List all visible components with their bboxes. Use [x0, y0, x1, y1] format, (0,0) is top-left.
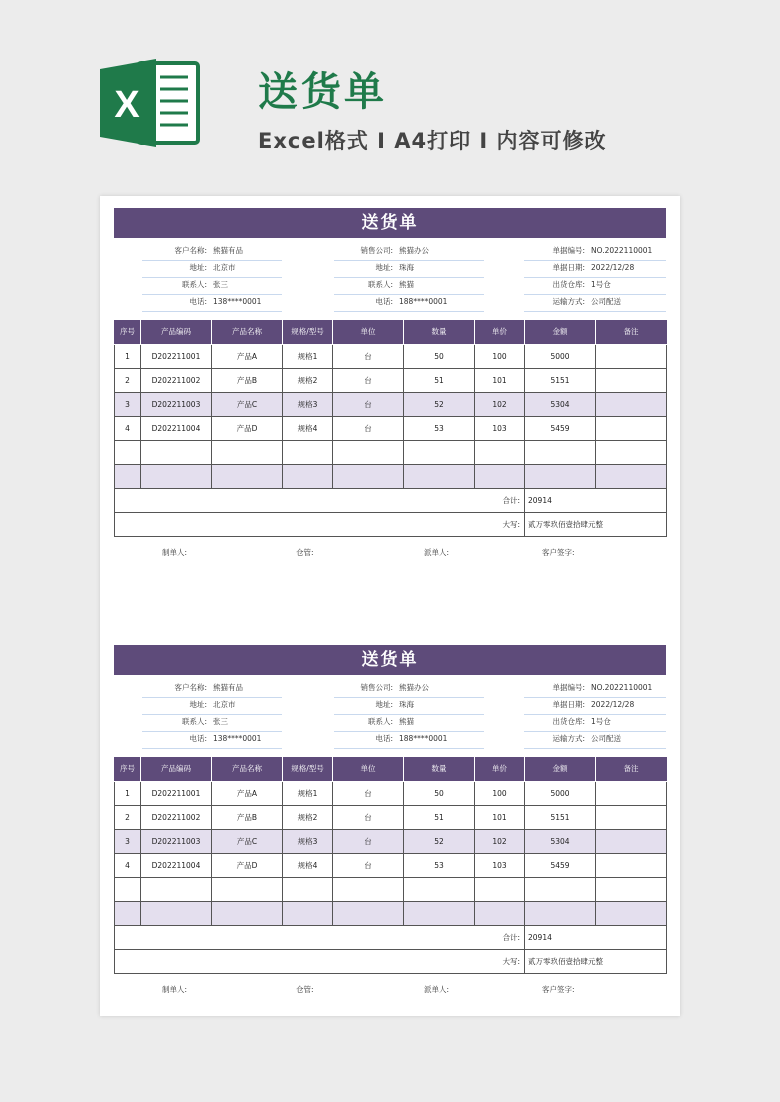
info-label: 销售公司: [360, 246, 393, 255]
info-row [524, 715, 666, 732]
table-cell[interactable]: 4 [115, 416, 141, 440]
table-cell[interactable]: 台 [333, 344, 404, 368]
table-cell[interactable]: 52 [404, 392, 475, 416]
table-cell[interactable] [115, 464, 141, 488]
table-cell[interactable]: D202211004 [141, 853, 212, 877]
table-cell[interactable]: 产品B [212, 805, 283, 829]
info-row [334, 681, 484, 698]
info-value[interactable]: 1号仓 [591, 717, 611, 726]
table-cell[interactable] [596, 829, 667, 853]
info-value[interactable]: 熊猫 [399, 280, 414, 289]
info-value[interactable]: 北京市 [213, 263, 236, 272]
column-header: 产品编码 [141, 320, 212, 344]
table-cell[interactable]: 53 [404, 853, 475, 877]
info-row [142, 732, 282, 749]
info-row [524, 698, 666, 715]
info-label: 单据日期: [552, 263, 585, 272]
table-cell[interactable]: 2 [115, 368, 141, 392]
total-row-label: 合计: [115, 488, 525, 512]
table-cell[interactable] [212, 464, 283, 488]
column-header: 备注 [596, 757, 667, 781]
info-value[interactable]: 公司配送 [591, 734, 621, 743]
info-label: 单据编号: [552, 246, 585, 255]
table-cell[interactable] [333, 464, 404, 488]
column-header: 规格/型号 [283, 320, 333, 344]
table-cell[interactable] [475, 901, 525, 925]
signature-field[interactable]: 制单人: [162, 984, 188, 994]
table-cell[interactable] [283, 440, 333, 464]
info-value[interactable]: 珠海 [399, 263, 414, 272]
info-left-column [142, 681, 282, 749]
table-cell[interactable]: 5304 [525, 829, 596, 853]
table-cell[interactable]: 5000 [525, 781, 596, 805]
table-cell[interactable] [525, 464, 596, 488]
table-cell[interactable] [212, 877, 283, 901]
header-banner [0, 0, 780, 180]
table-row [115, 805, 667, 829]
table-cell[interactable]: 台 [333, 781, 404, 805]
table-cell[interactable]: 规格3 [283, 392, 333, 416]
table-cell[interactable]: D202211002 [141, 368, 212, 392]
table-cell[interactable] [596, 877, 667, 901]
info-row [142, 715, 282, 732]
form-title: 送货单 [114, 645, 666, 675]
table-cell[interactable] [212, 440, 283, 464]
info-value[interactable]: 北京市 [213, 700, 236, 709]
info-value[interactable]: 熊猫有品 [213, 246, 243, 255]
table-cell[interactable] [404, 877, 475, 901]
table-cell[interactable] [525, 901, 596, 925]
table-cell[interactable]: 4 [115, 853, 141, 877]
info-label: 电话: [375, 734, 393, 743]
table-header-row [115, 320, 667, 344]
info-label: 单据编号: [552, 683, 585, 692]
table-cell[interactable]: 50 [404, 781, 475, 805]
column-header: 规格/型号 [283, 757, 333, 781]
table-cell[interactable] [141, 440, 212, 464]
table-cell[interactable]: 产品D [212, 853, 283, 877]
info-label: 地址: [189, 263, 207, 272]
info-value[interactable]: 188****0001 [399, 734, 448, 743]
info-label: 联系人: [181, 717, 207, 726]
column-header: 单位 [333, 320, 404, 344]
table-cell[interactable]: 102 [475, 392, 525, 416]
excel-icon [100, 55, 200, 150]
total-row-value[interactable]: 20914 [525, 925, 667, 949]
table-cell[interactable]: 产品C [212, 392, 283, 416]
table-cell[interactable]: D202211002 [141, 805, 212, 829]
table-cell[interactable] [596, 781, 667, 805]
info-row [524, 278, 666, 295]
form-info [114, 238, 666, 320]
table-cell[interactable] [596, 392, 667, 416]
table-cell[interactable]: 5151 [525, 368, 596, 392]
info-row [334, 698, 484, 715]
signature-field[interactable]: 派单人: [424, 547, 450, 557]
info-label: 运输方式: [552, 297, 585, 306]
table-cell[interactable] [525, 440, 596, 464]
info-right-column [524, 681, 666, 749]
table-row [115, 781, 667, 805]
table-cell[interactable] [283, 464, 333, 488]
form-info [114, 675, 666, 757]
table-cell[interactable]: D202211004 [141, 416, 212, 440]
table-cell[interactable]: 产品C [212, 829, 283, 853]
items-table [114, 757, 667, 974]
signature-field[interactable]: 仓管: [296, 547, 314, 557]
table-cell[interactable] [141, 901, 212, 925]
table-cell[interactable]: 台 [333, 416, 404, 440]
info-label: 联系人: [367, 717, 393, 726]
signature-row [114, 974, 666, 998]
table-cell[interactable] [475, 877, 525, 901]
total-row-label: 合计: [115, 925, 525, 949]
table-cell[interactable] [115, 877, 141, 901]
table-cell[interactable] [333, 901, 404, 925]
column-header: 单位 [333, 757, 404, 781]
delivery-form [114, 208, 666, 561]
delivery-form [114, 645, 666, 998]
info-value[interactable]: 188****0001 [399, 297, 448, 306]
info-label: 地址: [189, 700, 207, 709]
info-value[interactable]: 2022/12/28 [591, 263, 635, 272]
info-value[interactable]: 熊猫办公 [399, 683, 429, 692]
column-header: 数量 [404, 757, 475, 781]
table-cell[interactable] [596, 368, 667, 392]
info-value[interactable]: NO.2022110001 [591, 246, 653, 255]
table-row [115, 368, 667, 392]
signature-field[interactable]: 制单人: [162, 547, 188, 557]
table-cell[interactable]: 台 [333, 805, 404, 829]
table-cell[interactable] [475, 464, 525, 488]
total-row-value[interactable]: 20914 [525, 488, 667, 512]
info-label: 电话: [189, 734, 207, 743]
table-cell[interactable] [141, 877, 212, 901]
info-row [334, 732, 484, 749]
table-cell[interactable]: 规格1 [283, 781, 333, 805]
table-cell[interactable] [596, 805, 667, 829]
info-row [524, 681, 666, 698]
table-cell[interactable]: 2 [115, 805, 141, 829]
table-cell[interactable]: 台 [333, 368, 404, 392]
table-cell[interactable]: 产品A [212, 344, 283, 368]
table-row [115, 829, 667, 853]
info-row [142, 244, 282, 261]
column-header: 数量 [404, 320, 475, 344]
table-row [115, 344, 667, 368]
info-row [334, 278, 484, 295]
caps-row-value[interactable]: 贰万零玖佰壹拾肆元整 [525, 949, 667, 973]
table-cell[interactable]: 101 [475, 368, 525, 392]
total-row [115, 488, 667, 512]
table-cell[interactable]: 规格3 [283, 829, 333, 853]
table-row [115, 392, 667, 416]
signature-field[interactable]: 派单人: [424, 984, 450, 994]
column-header: 金额 [525, 320, 596, 344]
table-cell[interactable]: 规格4 [283, 853, 333, 877]
table-cell[interactable] [525, 877, 596, 901]
info-row [334, 261, 484, 278]
info-label: 电话: [189, 297, 207, 306]
info-label: 出货仓库: [552, 717, 585, 726]
caps-row-value[interactable]: 贰万零玖佰壹拾肆元整 [525, 512, 667, 536]
table-cell[interactable] [596, 853, 667, 877]
table-cell[interactable]: D202211001 [141, 344, 212, 368]
table-cell[interactable]: 规格2 [283, 805, 333, 829]
column-header: 备注 [596, 320, 667, 344]
column-header: 单价 [475, 320, 525, 344]
table-cell[interactable] [333, 440, 404, 464]
column-header: 金额 [525, 757, 596, 781]
table-row [115, 464, 667, 488]
caps-row [115, 949, 667, 973]
info-value[interactable]: 138****0001 [213, 297, 262, 306]
column-header: 产品编码 [141, 757, 212, 781]
info-left-column [142, 244, 282, 312]
table-cell[interactable]: 产品A [212, 781, 283, 805]
svg-text:X: X [114, 84, 140, 126]
info-row [142, 698, 282, 715]
info-label: 销售公司: [360, 683, 393, 692]
table-cell[interactable] [333, 877, 404, 901]
info-label: 地址: [375, 263, 393, 272]
info-value[interactable]: 2022/12/28 [591, 700, 635, 709]
table-cell[interactable]: 103 [475, 416, 525, 440]
info-mid-column [334, 244, 484, 312]
table-cell[interactable]: 台 [333, 392, 404, 416]
table-row [115, 901, 667, 925]
info-label: 运输方式: [552, 734, 585, 743]
info-row [524, 244, 666, 261]
info-label: 客户名称: [174, 246, 207, 255]
column-header: 单价 [475, 757, 525, 781]
table-cell[interactable] [475, 440, 525, 464]
table-cell[interactable]: 3 [115, 392, 141, 416]
total-row [115, 925, 667, 949]
info-row [142, 261, 282, 278]
table-cell[interactable]: 1 [115, 781, 141, 805]
form-title: 送货单 [114, 208, 666, 238]
items-table [114, 320, 667, 537]
table-cell[interactable] [283, 877, 333, 901]
table-cell[interactable]: 3 [115, 829, 141, 853]
info-value[interactable]: 熊猫有品 [213, 683, 243, 692]
caps-row-label: 大写: [115, 949, 525, 973]
info-row [334, 244, 484, 261]
info-value[interactable]: 熊猫办公 [399, 246, 429, 255]
info-right-column [524, 244, 666, 312]
table-cell[interactable]: 102 [475, 829, 525, 853]
table-cell[interactable]: 5459 [525, 416, 596, 440]
table-cell[interactable]: D202211001 [141, 781, 212, 805]
info-value[interactable]: 张三 [213, 717, 228, 726]
table-cell[interactable]: 5151 [525, 805, 596, 829]
info-row [524, 295, 666, 312]
table-cell[interactable]: 台 [333, 829, 404, 853]
info-value[interactable]: 张三 [213, 280, 228, 289]
signature-field[interactable]: 仓管: [296, 984, 314, 994]
table-cell[interactable] [596, 440, 667, 464]
column-header: 序号 [115, 320, 141, 344]
table-cell[interactable]: 52 [404, 829, 475, 853]
table-cell[interactable] [404, 464, 475, 488]
info-row [334, 715, 484, 732]
column-header: 产品名称 [212, 757, 283, 781]
table-cell[interactable]: 100 [475, 344, 525, 368]
caps-row [115, 512, 667, 536]
table-cell[interactable] [404, 901, 475, 925]
info-row [334, 295, 484, 312]
info-row [142, 295, 282, 312]
table-cell[interactable] [141, 464, 212, 488]
table-cell[interactable] [212, 901, 283, 925]
table-row [115, 853, 667, 877]
info-row [524, 732, 666, 749]
table-cell[interactable] [596, 464, 667, 488]
page-title: 送货单 [258, 69, 387, 115]
table-row [115, 416, 667, 440]
info-label: 客户名称: [174, 683, 207, 692]
table-cell[interactable] [283, 901, 333, 925]
info-mid-column [334, 681, 484, 749]
info-value[interactable]: NO.2022110001 [591, 683, 653, 692]
info-label: 出货仓库: [552, 280, 585, 289]
table-cell[interactable]: 1 [115, 344, 141, 368]
info-row [142, 278, 282, 295]
document-paper [100, 196, 680, 1016]
table-cell[interactable]: D202211003 [141, 829, 212, 853]
info-label: 地址: [375, 700, 393, 709]
info-label: 电话: [375, 297, 393, 306]
table-cell[interactable]: 产品D [212, 416, 283, 440]
table-cell[interactable]: 50 [404, 344, 475, 368]
signature-field[interactable]: 客户签字: [542, 547, 575, 557]
info-value[interactable]: 熊猫 [399, 717, 414, 726]
info-label: 单据日期: [552, 700, 585, 709]
signature-row [114, 537, 666, 561]
table-cell[interactable] [596, 901, 667, 925]
table-cell[interactable]: 101 [475, 805, 525, 829]
table-cell[interactable]: D202211003 [141, 392, 212, 416]
info-row [142, 681, 282, 698]
table-cell[interactable] [596, 416, 667, 440]
table-row [115, 440, 667, 464]
info-value[interactable]: 1号仓 [591, 280, 611, 289]
info-row [524, 261, 666, 278]
table-cell[interactable]: 产品B [212, 368, 283, 392]
table-cell[interactable] [115, 901, 141, 925]
table-cell[interactable]: 5304 [525, 392, 596, 416]
signature-field[interactable]: 客户签字: [542, 984, 575, 994]
table-cell[interactable]: 53 [404, 416, 475, 440]
table-row [115, 877, 667, 901]
table-cell[interactable]: 台 [333, 853, 404, 877]
column-header: 序号 [115, 757, 141, 781]
table-cell[interactable]: 规格2 [283, 368, 333, 392]
table-cell[interactable]: 103 [475, 853, 525, 877]
caps-row-label: 大写: [115, 512, 525, 536]
table-cell[interactable]: 5000 [525, 344, 596, 368]
table-cell[interactable] [596, 344, 667, 368]
page-subtitle: Excel格式 I A4打印 I 内容可修改 [258, 129, 607, 153]
info-value[interactable]: 珠海 [399, 700, 414, 709]
table-cell[interactable] [115, 440, 141, 464]
table-cell[interactable]: 规格1 [283, 344, 333, 368]
table-cell[interactable] [404, 440, 475, 464]
table-cell[interactable]: 5459 [525, 853, 596, 877]
table-cell[interactable]: 51 [404, 805, 475, 829]
table-cell[interactable]: 100 [475, 781, 525, 805]
column-header: 产品名称 [212, 320, 283, 344]
info-label: 联系人: [181, 280, 207, 289]
table-cell[interactable]: 51 [404, 368, 475, 392]
table-header-row [115, 757, 667, 781]
table-cell[interactable]: 规格4 [283, 416, 333, 440]
info-value[interactable]: 138****0001 [213, 734, 262, 743]
info-value[interactable]: 公司配送 [591, 297, 621, 306]
info-label: 联系人: [367, 280, 393, 289]
